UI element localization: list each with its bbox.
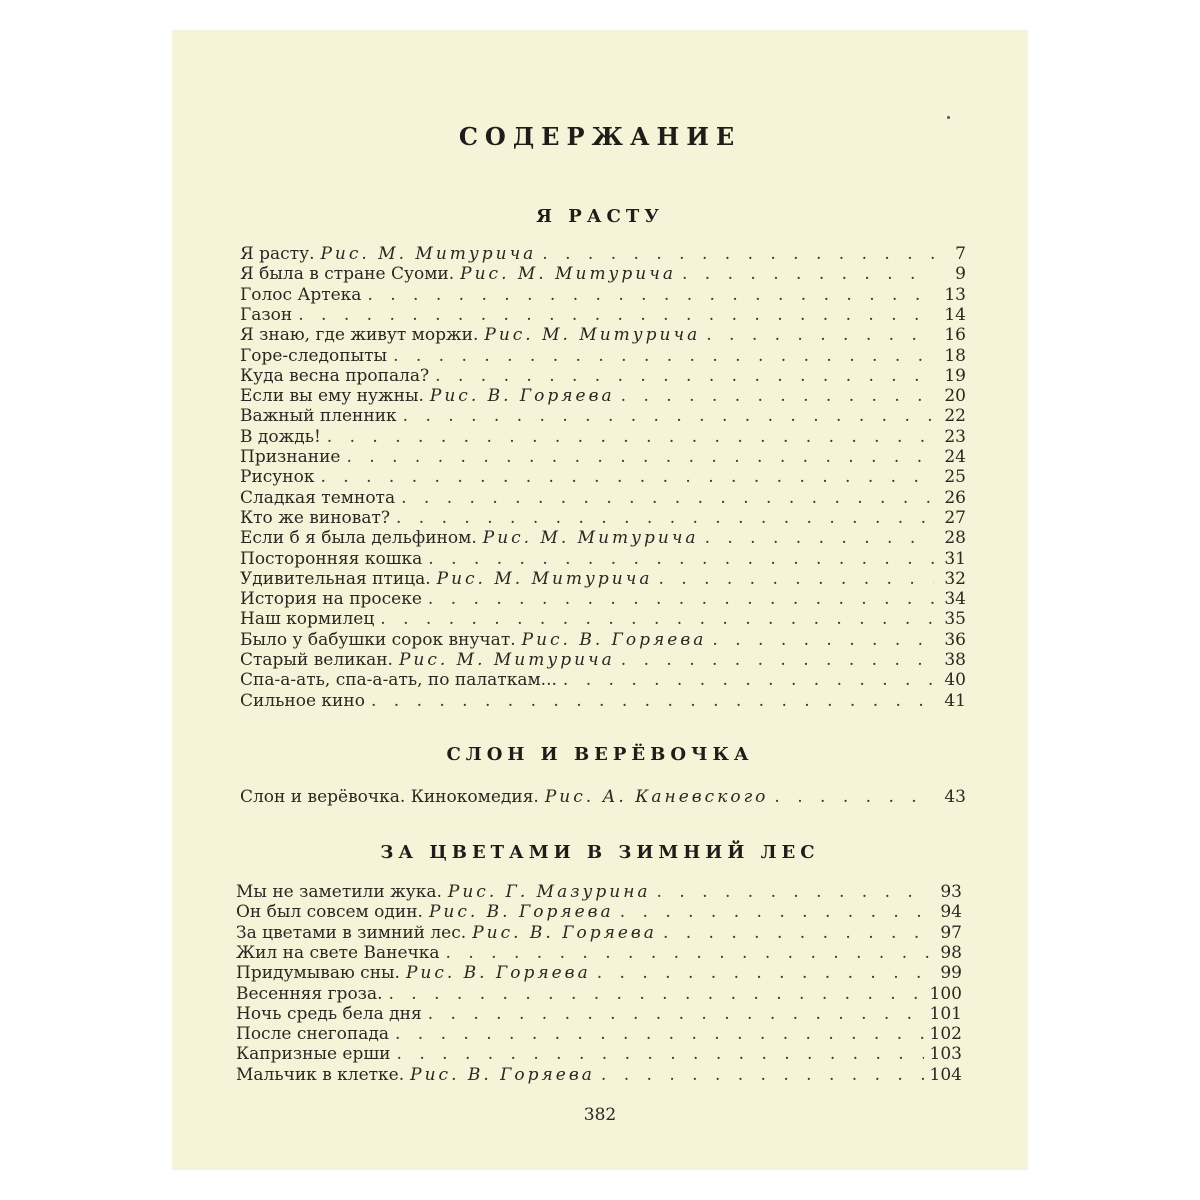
entry-page-number: 94: [940, 902, 962, 923]
dot-leader: [597, 963, 930, 983]
entry-illustrator: Рис. М. Митурича: [482, 528, 699, 549]
entry-page-number: 101: [929, 1003, 962, 1024]
entry-title: Мальчик в клетке.: [236, 1064, 405, 1085]
toc-entry: [240, 528, 966, 548]
section-heading: СЛОН И ВЕРЁВОЧКА: [446, 744, 754, 765]
entry-page-number: 26: [944, 487, 966, 508]
entry-page-number: 7: [955, 244, 966, 264]
entry-illustrator: Рис. М. Митурича: [436, 568, 653, 589]
entry-page-number: 98: [940, 942, 962, 963]
toc-entry: [236, 902, 962, 922]
entry-page-number: 41: [944, 690, 966, 711]
entry-page-number: 19: [944, 365, 966, 386]
paper-speck: [947, 116, 950, 119]
dot-leader: [663, 923, 930, 943]
entry-title: После снегопада: [236, 1024, 389, 1045]
entry-illustrator: Рис. В. Горяева: [521, 629, 707, 650]
entry-page-number: 97: [940, 922, 962, 943]
entry-page-number: 99: [940, 963, 962, 984]
entry-title: Важный пленник: [240, 406, 397, 427]
entry-page-number: 40: [944, 670, 966, 691]
entry-page-number: 13: [944, 284, 966, 305]
page-number: 382: [583, 1105, 617, 1125]
dot-leader: [658, 569, 934, 589]
entry-page-number: 35: [944, 609, 966, 630]
dot-leader: [657, 882, 930, 902]
entry-illustrator: Рис. В. Горяева: [428, 902, 614, 923]
entry-title: Я знаю, где живут моржи.: [240, 325, 479, 346]
entry-title: Я расту.: [240, 244, 315, 264]
section-heading: ЗА ЦВЕТАМИ В ЗИМНИЙ ЛЕС: [380, 842, 820, 863]
toc-entry: [236, 963, 962, 983]
entry-page-number: 93: [940, 882, 962, 902]
entry-illustrator: Рис. В. Горяева: [472, 922, 657, 943]
entry-title: Спа-а-ать, спа-а-ать, по палаткам...: [240, 670, 557, 691]
dot-leader: [435, 366, 934, 386]
entry-page-number: 22: [944, 406, 966, 427]
entry-page-number: 34: [944, 589, 966, 610]
entry-page-number: 24: [944, 447, 966, 467]
entry-illustrator: Рис. М. Митурича: [484, 325, 701, 346]
toc-entry: [240, 630, 966, 650]
toc-entry: [240, 549, 966, 569]
dot-leader: [563, 670, 934, 690]
entry-title: Мы не заметили жука.: [236, 882, 442, 902]
entry-illustrator: Рис. М. Митурича: [460, 264, 676, 285]
dot-leader: [682, 264, 934, 284]
entry-illustrator: Рис. Г. Мазурина: [447, 882, 651, 902]
entry-page-number: 20: [944, 386, 966, 407]
dot-leader: [371, 691, 934, 711]
entry-title: Удивительная птица.: [240, 568, 431, 589]
dot-leader: [367, 285, 934, 305]
entry-title: Горе-следопыты: [240, 345, 388, 366]
dot-leader: [320, 467, 934, 487]
entry-page-number: 18: [944, 345, 966, 366]
entry-illustrator: Рис. М. Митурича: [320, 244, 537, 264]
dot-leader: [706, 325, 934, 345]
entry-title: Я была в стране Суоми.: [240, 264, 455, 285]
entry-title: Рисунок: [240, 467, 315, 488]
dot-leader: [621, 386, 934, 406]
entry-title: Посторонняя кошка: [240, 548, 423, 569]
toc-entry: [240, 406, 966, 426]
entry-title: Куда весна пропала?: [240, 365, 430, 386]
dot-leader: [428, 589, 934, 609]
dot-leader: [428, 1004, 924, 1024]
entry-illustrator: Рис. М. Митурича: [398, 650, 615, 670]
toc-entry: [236, 1024, 962, 1044]
toc-entry: [240, 691, 966, 711]
toc-entry: [240, 447, 966, 467]
toc-entry: [240, 244, 966, 264]
dot-leader: [621, 650, 934, 670]
entry-page-number: 104: [929, 1064, 962, 1085]
entry-page-number: 43: [944, 787, 966, 807]
toc-entry: [240, 427, 966, 447]
entry-title: Капризные ерши: [236, 1044, 391, 1065]
entry-page-number: 100: [929, 983, 962, 1004]
toc-entry: [236, 923, 962, 943]
entry-title: Сладкая темнота: [240, 487, 396, 508]
entry-title: Ночь средь бела дня: [236, 1003, 422, 1024]
entry-title: Придумываю сны.: [236, 963, 400, 984]
entry-title: Газон: [240, 304, 293, 325]
page-title: СОДЕРЖАНИЕ: [458, 122, 742, 151]
entry-page-number: 16: [944, 325, 966, 346]
entry-title: Сильное кино: [240, 690, 365, 711]
dot-leader: [347, 447, 935, 467]
toc-entry: [240, 346, 966, 366]
entry-page-number: 23: [944, 426, 966, 447]
entry-title: История на просеке: [240, 589, 422, 610]
toc-entry: [240, 609, 966, 629]
dot-leader: [393, 346, 934, 366]
toc-entry: [240, 670, 966, 690]
dot-leader: [327, 427, 934, 447]
entry-title: Наш кормилец: [240, 609, 375, 630]
toc-entry: [240, 305, 966, 325]
entry-title: Голос Артека: [240, 284, 362, 305]
dot-leader: [542, 244, 934, 264]
entry-page-number: 9: [955, 264, 966, 285]
entry-title: Кто же виноват?: [240, 507, 390, 528]
entry-title: Жил на свете Ванечка: [236, 942, 440, 963]
entry-title: Если б я была дельфином.: [240, 528, 477, 549]
dot-leader: [705, 528, 934, 548]
entry-page-number: 28: [944, 528, 966, 549]
toc-entry: [240, 467, 966, 487]
section-heading: Я РАСТУ: [536, 206, 664, 227]
dot-leader: [397, 1044, 924, 1064]
entry-page-number: 32: [944, 568, 966, 589]
entry-page-number: 27: [944, 507, 966, 528]
dot-leader: [396, 508, 934, 528]
toc-entry: [240, 508, 966, 528]
dot-leader: [712, 630, 934, 650]
toc-entry: [240, 325, 966, 345]
entry-title: Он был совсем один.: [236, 902, 423, 923]
toc-entry: [240, 787, 966, 807]
entry-page-number: 38: [944, 650, 966, 670]
entry-title: Весенняя гроза.: [236, 983, 383, 1004]
entry-illustrator: Рис. В. Горяева: [429, 386, 615, 407]
toc-entry: [240, 569, 966, 589]
dot-leader: [298, 305, 934, 325]
toc-entry: [240, 285, 966, 305]
entry-title: Было у бабушки сорок внучат.: [240, 629, 516, 650]
toc-entry: [240, 650, 966, 670]
entry-illustrator: Рис. В. Горяева: [410, 1064, 595, 1085]
toc-entry: [236, 943, 962, 963]
dot-leader: [388, 984, 923, 1004]
dot-leader: [395, 1024, 924, 1044]
entry-title: Признание: [240, 447, 341, 467]
dot-leader: [403, 406, 934, 426]
toc-entry: [236, 984, 962, 1004]
toc-entry: [240, 264, 966, 284]
entry-illustrator: Рис. В. Горяева: [405, 963, 591, 984]
entry-page-number: 31: [944, 548, 966, 569]
entry-title: Старый великан.: [240, 650, 393, 670]
toc-entry: [240, 488, 966, 508]
toc-entry: [236, 1065, 962, 1085]
entry-illustrator: Рис. А. Каневского: [544, 787, 769, 807]
toc-entry: [236, 1044, 962, 1064]
toc-entry: [240, 589, 966, 609]
entry-page-number: 102: [929, 1024, 962, 1045]
entry-title: Если вы ему нужны.: [240, 386, 424, 407]
toc-entry: [240, 386, 966, 406]
entry-page-number: 14: [944, 304, 966, 325]
dot-leader: [380, 609, 934, 629]
dot-leader: [446, 943, 930, 963]
dot-leader: [774, 787, 934, 807]
toc-entry: [240, 366, 966, 386]
toc-entry: [236, 882, 962, 902]
entry-page-number: 103: [929, 1044, 962, 1065]
entry-page-number: 36: [944, 629, 966, 650]
toc-entry: [236, 1004, 962, 1024]
entry-page-number: 25: [944, 467, 966, 488]
dot-leader: [601, 1065, 924, 1085]
dot-leader: [620, 902, 930, 922]
entry-title: Слон и верёвочка. Кинокомедия.: [240, 787, 539, 807]
entry-title: За цветами в зимний лес.: [236, 922, 467, 943]
dot-leader: [428, 549, 934, 569]
dot-leader: [401, 488, 934, 508]
entry-title: В дождь!: [240, 426, 321, 447]
